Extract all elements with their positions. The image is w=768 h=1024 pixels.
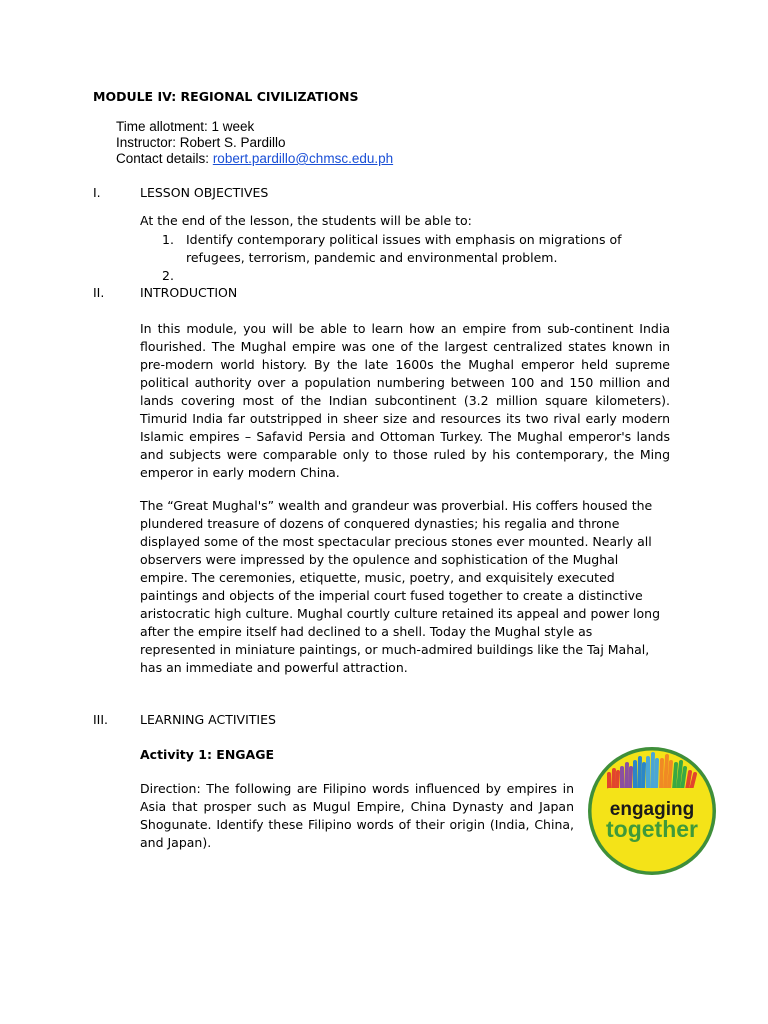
- list-item-number: 1.: [162, 232, 174, 247]
- activity-direction: Direction: The following are Filipino words influenced by empires in Asia that prosper such as Mugul Empire, China Dynasty and Japan Shogunate. Identify these Filipino words of their origin (India, China, and Japan).: [140, 781, 574, 850]
- list-item-text: Identify contemporary political issues with emphasis on migrations of refugees, terrorism, pandemic and environmental problem.: [186, 232, 622, 265]
- contact-details: [116, 151, 393, 167]
- activity-title: Activity 1: ENGAGE: [140, 747, 275, 762]
- logo-text-line2: together: [606, 816, 698, 842]
- section-numeral: I.: [93, 185, 101, 200]
- time-allotment: Time allotment: 1 week: [116, 119, 255, 134]
- section-title: LESSON OBJECTIVES: [140, 185, 269, 200]
- introduction-paragraph-2: The “Great Mughal's” wealth and grandeur was proverbial. His coffers housed the plundered treasure of dozens of conquered dynasties; his regalia and throne displayed some of the most spectacular precious stones ever mounted. Nearly all observers were impressed by the opulence and sophistication of the Mughal empire. The ceremonies, etiquette, music, poetry, and exquisitely executed paintings and objects of the imperial court fused together to create a distinctive aristocratic high culture. Mughal courtly culture retained its appeal and power long after the empire itself had declined to a shell. Today the Mughal style as represented in miniature paintings, or much-admired buildings like the Taj Mahal, has an immediate and powerful attraction.: [140, 498, 661, 675]
- list-item: [162, 231, 632, 267]
- section-title: LEARNING ACTIVITIES: [140, 712, 276, 727]
- engaging-together-logo: [585, 744, 719, 878]
- contact-label: Contact details:: [116, 151, 213, 166]
- section-title: INTRODUCTION: [140, 285, 238, 300]
- section-numeral: II.: [93, 285, 105, 300]
- introduction-paragraph-1: In this module, you will be able to learn how an empire from sub-continent India flourished. The Mughal empire was one of the largest centralized states known in pre-modern world history. By the late 1600s the Mughal emperor held supreme political authority over a population numbering between 100 and 150 million and lands covering most of the Indian subcontinent (3.2 million square kilometers). Timurid India far outstripped in sheer size and resources its two rival early modern Islamic empires – Safavid Persia and Ottoman Turkey. The Mughal emperor's lands and subjects were comparable only to those ruled by his contemporary, the Ming emperor in early modern China.: [140, 321, 670, 480]
- contact-email-link[interactable]: robert.pardillo@chmsc.edu.ph: [212, 151, 394, 166]
- instructor: Instructor: Robert S. Pardillo: [116, 135, 286, 150]
- module-title: MODULE IV: REGIONAL CIVILIZATIONS: [93, 89, 359, 104]
- objectives-list: [162, 231, 632, 283]
- logo-text-line1: engaging: [609, 799, 695, 820]
- module-meta: [116, 119, 393, 167]
- list-item-number: 2.: [162, 268, 174, 283]
- section-numeral: III.: [93, 712, 109, 727]
- objectives-intro: At the end of the lesson, the students will be able to:: [140, 213, 472, 228]
